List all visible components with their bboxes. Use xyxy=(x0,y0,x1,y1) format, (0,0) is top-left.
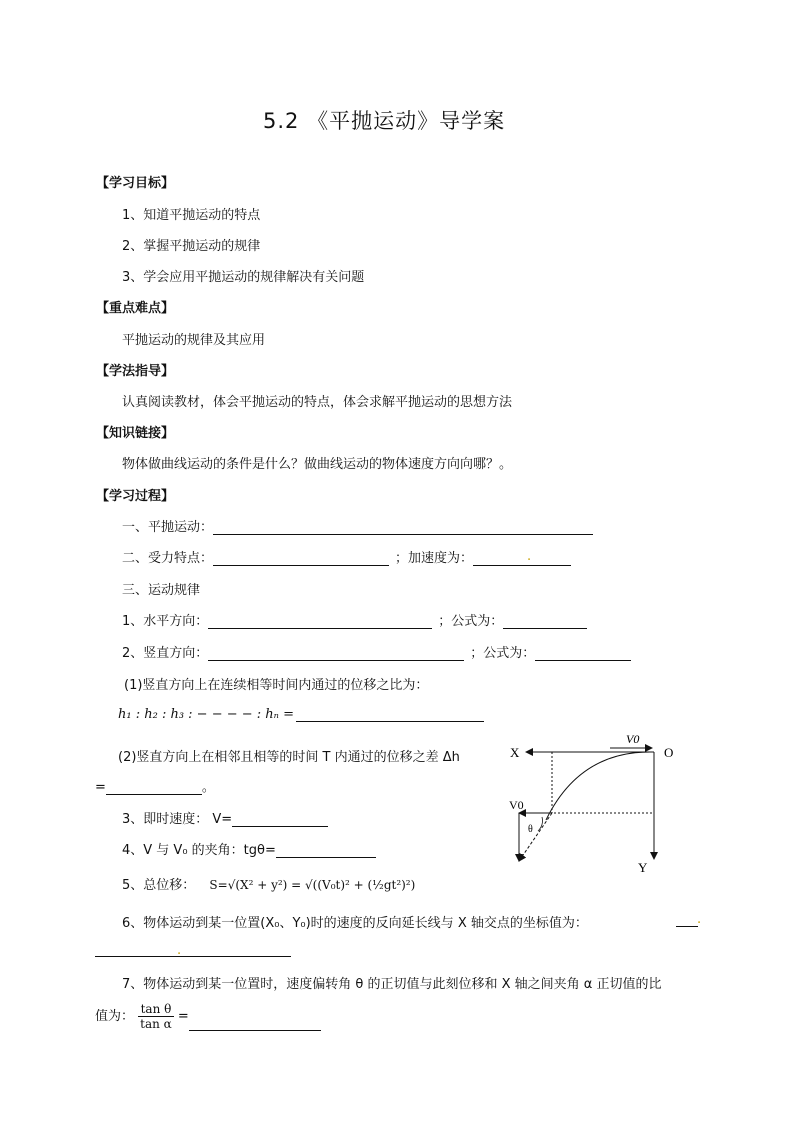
displacement-formula: S=√(X² + y²) = √((V₀t)² + (½gt²)²) xyxy=(209,878,416,892)
link-heading: 【知识链接】 xyxy=(96,426,175,441)
q1-label: 一、平抛运动： xyxy=(122,520,214,535)
q6-text: 6、物体运动到某一位置(X₀、Y₀)时的速度的反向延长线与 X 轴交点的坐标值为： xyxy=(122,916,588,931)
vertical-blank[interactable] xyxy=(208,646,464,661)
ratio-expression: h₁ : h₂ : h₃ : − − − − : hₙ = xyxy=(118,707,294,722)
q2-label: 二、受力特点： xyxy=(122,551,214,566)
q7-label: 值为： xyxy=(95,1009,135,1024)
q7-text: 7、物体运动到某一位置时，速度偏转角 θ 的正切值与此刻位移和 X 轴之间夹角 α 正切值的比 xyxy=(122,977,662,992)
label-o: O xyxy=(664,745,674,760)
inst-velocity-blank[interactable] xyxy=(232,812,328,827)
objectives-heading: 【学习目标】 xyxy=(96,176,175,191)
projectile-diagram xyxy=(500,725,700,875)
horizontal-label: 1、水平方向： xyxy=(122,614,209,629)
theta-arc xyxy=(538,817,543,831)
angle-label: 4、V 与 V₀ 的夹角：tgθ= xyxy=(122,843,276,858)
method-heading: 【学法指导】 xyxy=(96,364,175,379)
q6-blank-a[interactable] xyxy=(676,912,698,927)
objective-item-2: 2、掌握平抛运动的规律 xyxy=(122,239,261,254)
label-theta: θ xyxy=(528,824,533,835)
q1-line xyxy=(122,516,593,535)
horizontal-formula-blank[interactable] xyxy=(503,614,587,629)
displacement-label: 5、总位移： xyxy=(122,878,196,893)
p2-answer-line xyxy=(95,776,215,795)
tan-ratio-fraction xyxy=(138,1002,174,1031)
tan-alpha: tan α xyxy=(140,1017,172,1031)
process-heading: 【学习过程】 xyxy=(96,489,175,504)
horizontal-formula-label: ；公式为： xyxy=(438,614,504,629)
angle-line xyxy=(122,839,376,858)
p1-text: (1)竖直方向上在连续相等时间内通过的位移之比为： xyxy=(124,678,429,693)
p2-text: (2)竖直方向上在相邻且相等的时间 T 内通过的位移之差 Δh xyxy=(118,750,460,765)
q6-blank-b[interactable] xyxy=(95,942,291,957)
vertical-formula-blank[interactable] xyxy=(535,646,631,661)
label-v0-side: V0 xyxy=(509,798,524,812)
accel-blank[interactable] xyxy=(473,551,571,566)
page-title: 5.2 《平抛运动》导学案 xyxy=(263,109,506,133)
force-blank[interactable] xyxy=(213,551,389,566)
p2-blank[interactable] xyxy=(106,780,202,795)
horizontal-line xyxy=(122,610,587,629)
vertical-formula-label: ；公式为： xyxy=(470,646,536,661)
q2-accel-label: ；加速度为： xyxy=(395,551,474,566)
angle-blank[interactable] xyxy=(276,843,376,858)
p2-end: 。 xyxy=(201,780,215,795)
q6-mark-b: . xyxy=(177,943,182,958)
objective-item-3: 3、学会应用平抛运动的规律解决有关问题 xyxy=(122,270,365,285)
inst-velocity-line xyxy=(122,808,328,827)
vertical-label: 2、竖直方向： xyxy=(122,646,209,661)
ratio-blank[interactable] xyxy=(296,707,484,722)
q7-equals: = xyxy=(177,1009,189,1024)
label-x: X xyxy=(510,745,520,760)
velocity-arrow xyxy=(519,813,552,861)
tan-theta: tan θ xyxy=(138,1002,174,1017)
q3-label: 三、运动规律 xyxy=(122,583,201,598)
q2-line xyxy=(122,547,571,566)
horizontal-blank[interactable] xyxy=(208,614,432,629)
p2-equals: = xyxy=(95,780,106,795)
label-y: Y xyxy=(638,860,648,875)
q7-answer-line xyxy=(95,1002,321,1031)
trajectory-curve xyxy=(546,752,654,820)
vertical-line xyxy=(122,642,631,661)
link-text: 物体做曲线运动的条件是什么？做曲线运动的物体速度方向向哪？。 xyxy=(122,457,513,472)
objective-item-1: 1、知道平抛运动的特点 xyxy=(122,208,261,223)
q1-blank[interactable] xyxy=(213,520,593,535)
method-text: 认真阅读教材，体会平抛运动的特点，体会求解平抛运动的思想方法 xyxy=(122,395,513,410)
inst-velocity-label: 3、即时速度： V= xyxy=(122,812,233,827)
label-v0-top: V0 xyxy=(626,732,640,746)
ratio-line xyxy=(118,707,484,722)
key-points-text: 平抛运动的规律及其应用 xyxy=(122,333,266,348)
displacement-line xyxy=(122,874,415,893)
key-points-heading: 【重点难点】 xyxy=(96,301,175,316)
accel-mark: . xyxy=(527,549,532,564)
q6-mark-a: . xyxy=(697,912,702,927)
q7-blank[interactable] xyxy=(189,1016,321,1031)
